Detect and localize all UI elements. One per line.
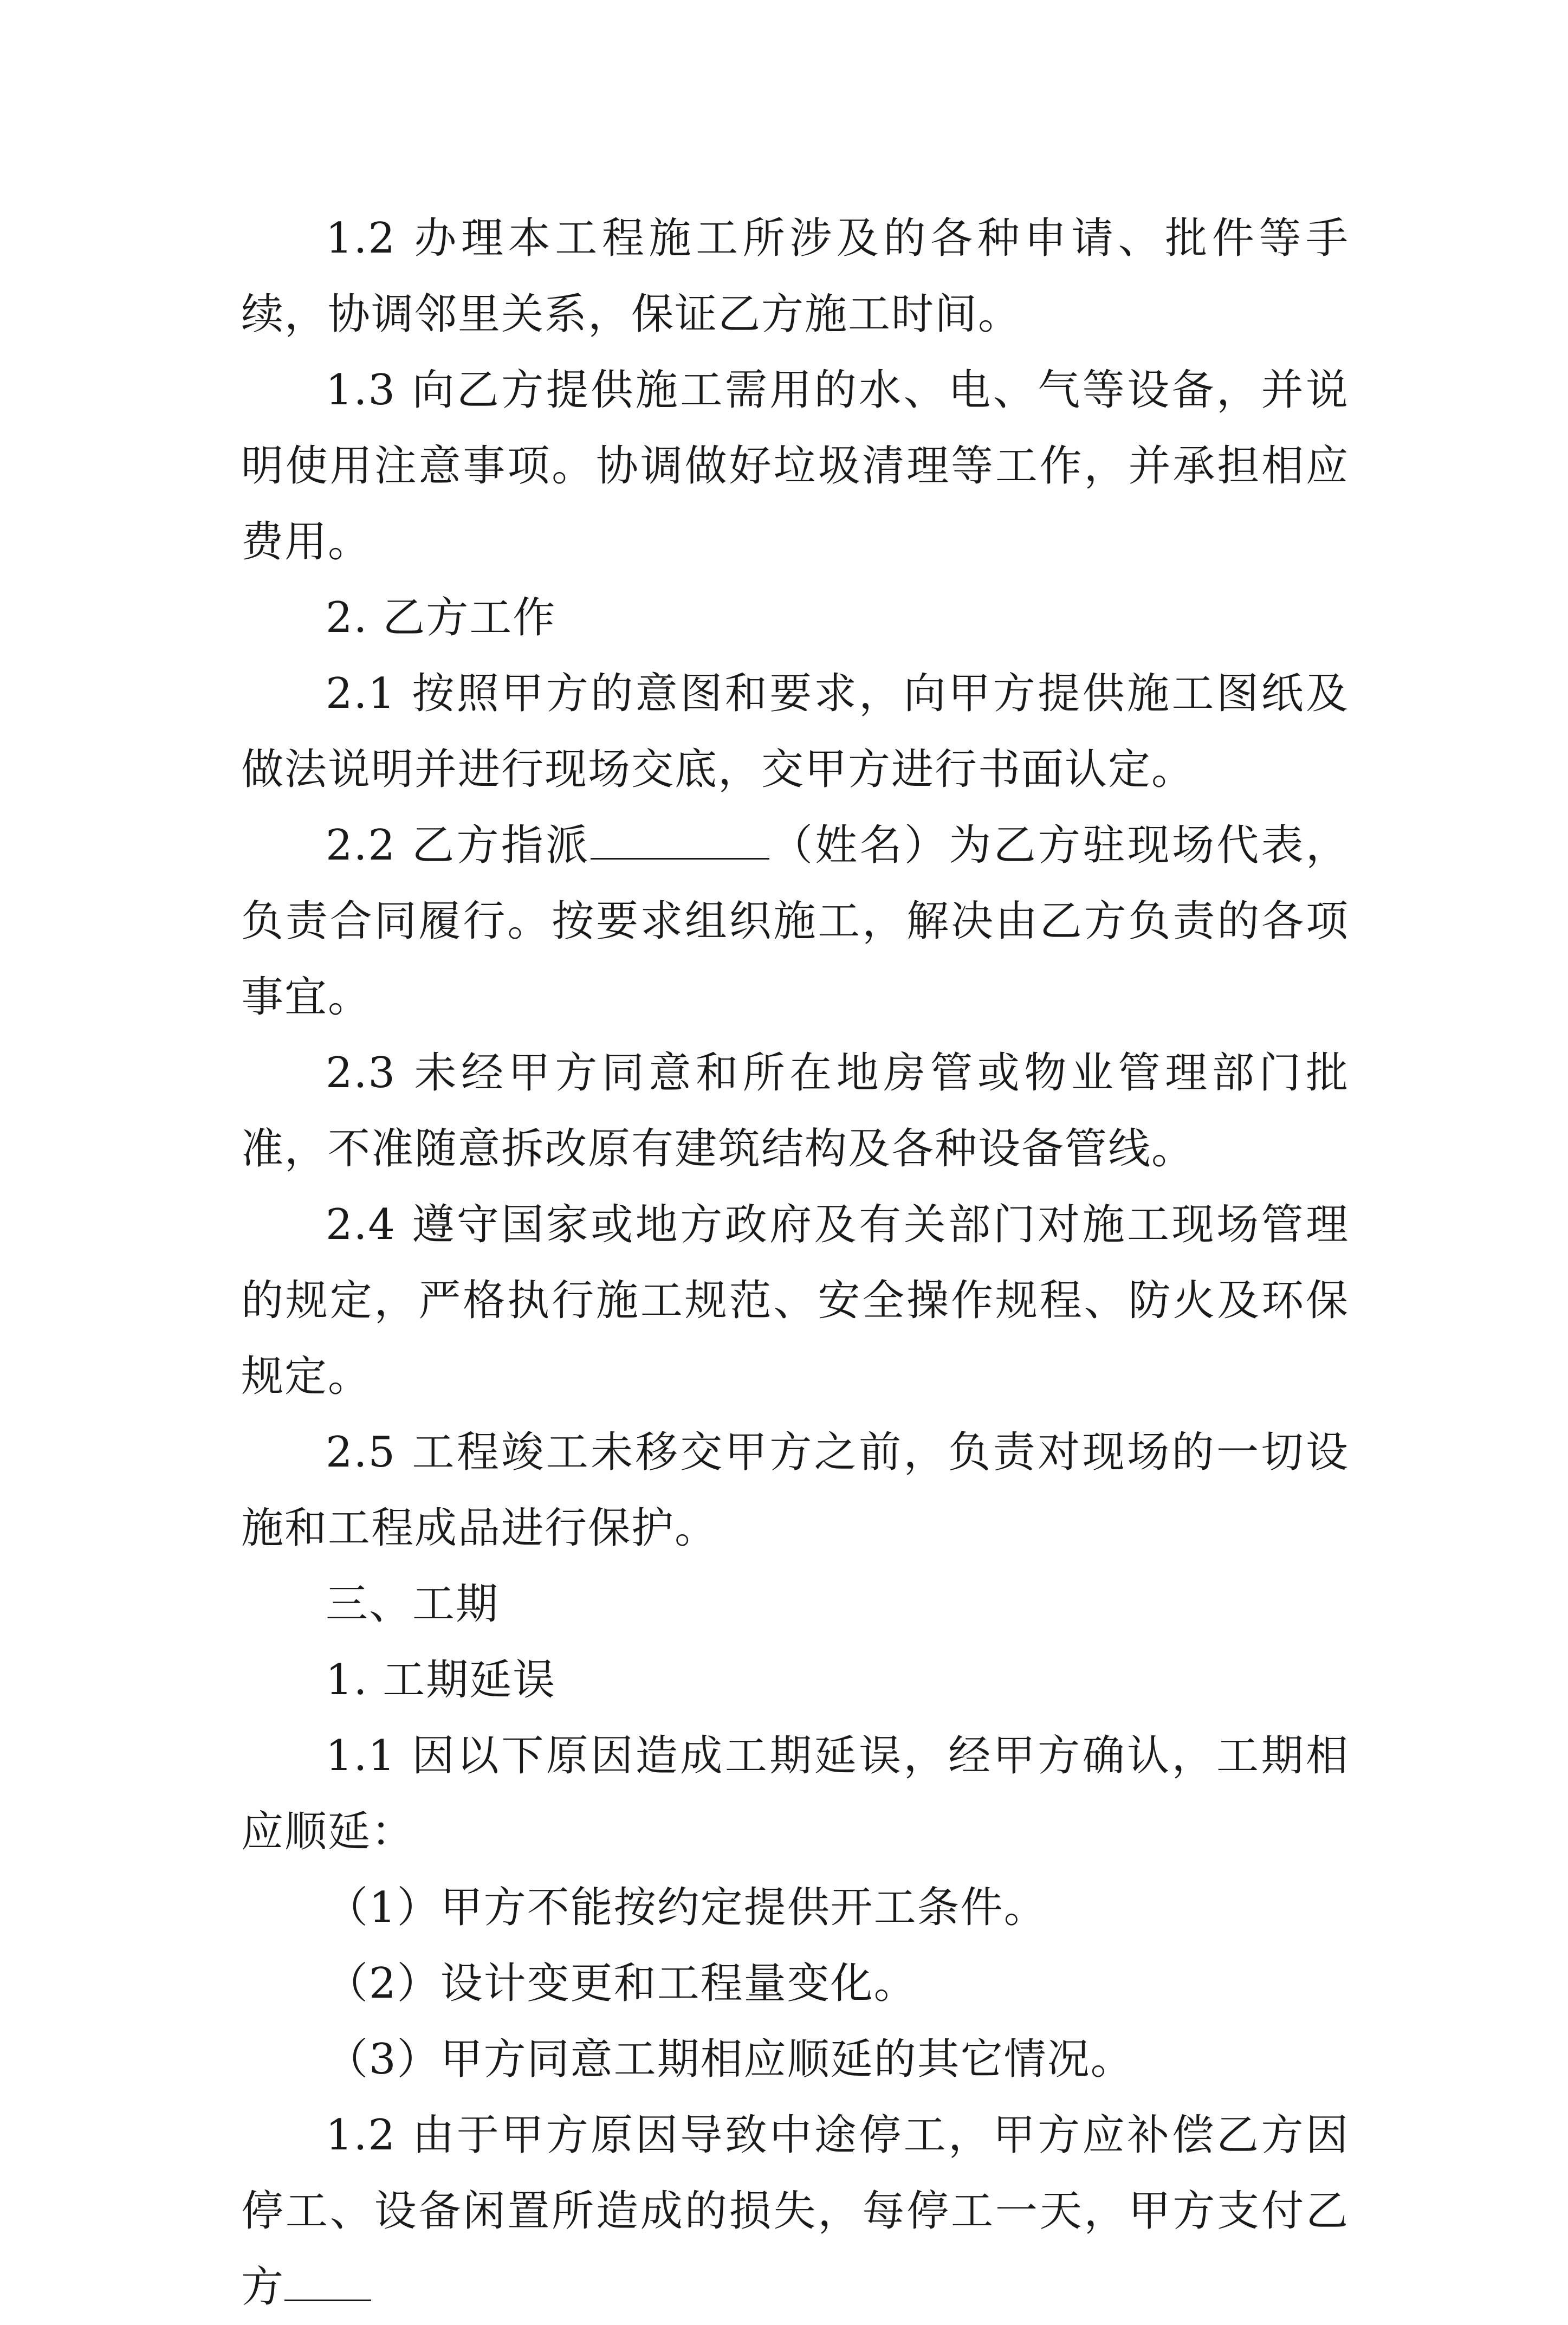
clause-2-1: 2.1 按照甲方的意图和要求，向甲方提供施工图纸及做法说明并进行现场交底，交甲方进行书面认定。 <box>241 669 1349 794</box>
clause-1-1-delay: 1.1 因以下原因造成工期延误，经甲方确认，工期相应顺延： <box>241 1732 1349 1856</box>
clause-1-2-stoppage-text: 1.2 由于甲方原因导致中途停工，甲方应补偿乙方因停工、设备闲置所造成的损失，每停工一天，甲方支付乙方 <box>241 2111 1349 2311</box>
daily-compensation-blank <box>284 2257 371 2301</box>
section-heading-party-b-work: 2. 乙方工作 <box>326 593 556 642</box>
representative-name-blank <box>591 816 769 860</box>
section-heading-schedule-delay: 1. 工期延误 <box>326 1656 556 1704</box>
clause-2-2 <box>241 808 1349 1035</box>
clause-2-3: 2.3 未经甲方同意和所在地房管或物业管理部门批准，不准随意拆改原有建筑结构及各种设备管线。 <box>241 1049 1349 1173</box>
clause-2-4: 2.4 遵守国家或地方政府及有关部门对施工现场管理的规定，严格执行施工规范、安全操作规程、防火及环保规定。 <box>241 1200 1349 1401</box>
section-heading-schedule: 三、工期 <box>326 1580 500 1629</box>
clause-1-2-stoppage <box>241 2097 1349 2325</box>
document-body <box>241 201 1349 2325</box>
clause-1-2: 1.2 办理本工程施工所涉及的各种申请、批件等手续，协调邻里关系，保证乙方施工时间。 <box>241 214 1349 339</box>
clause-1-3: 1.3 向乙方提供施工需用的水、电、气等设备，并说明使用注意事项。协调做好垃圾清理等工作，并承担相应费用。 <box>241 366 1349 566</box>
list-item: （1）甲方不能按约定提供开工条件。 <box>326 1883 1047 1932</box>
clause-2-2-text-before: 2.2 乙方指派 <box>326 821 591 870</box>
clause-2-5: 2.5 工程竣工未移交甲方之前，负责对现场的一切设施和工程成品进行保护。 <box>241 1428 1349 1553</box>
list-item: （3）甲方同意工期相应顺延的其它情况。 <box>326 2035 1134 2084</box>
list-item: （2）设计变更和工程量变化。 <box>326 1959 917 2008</box>
clause-2-2-text-after: （姓名）为乙方驻现场代表，负责合同履行。按要求组织施工，解决由乙方负责的各项事宜。 <box>241 821 1349 1022</box>
